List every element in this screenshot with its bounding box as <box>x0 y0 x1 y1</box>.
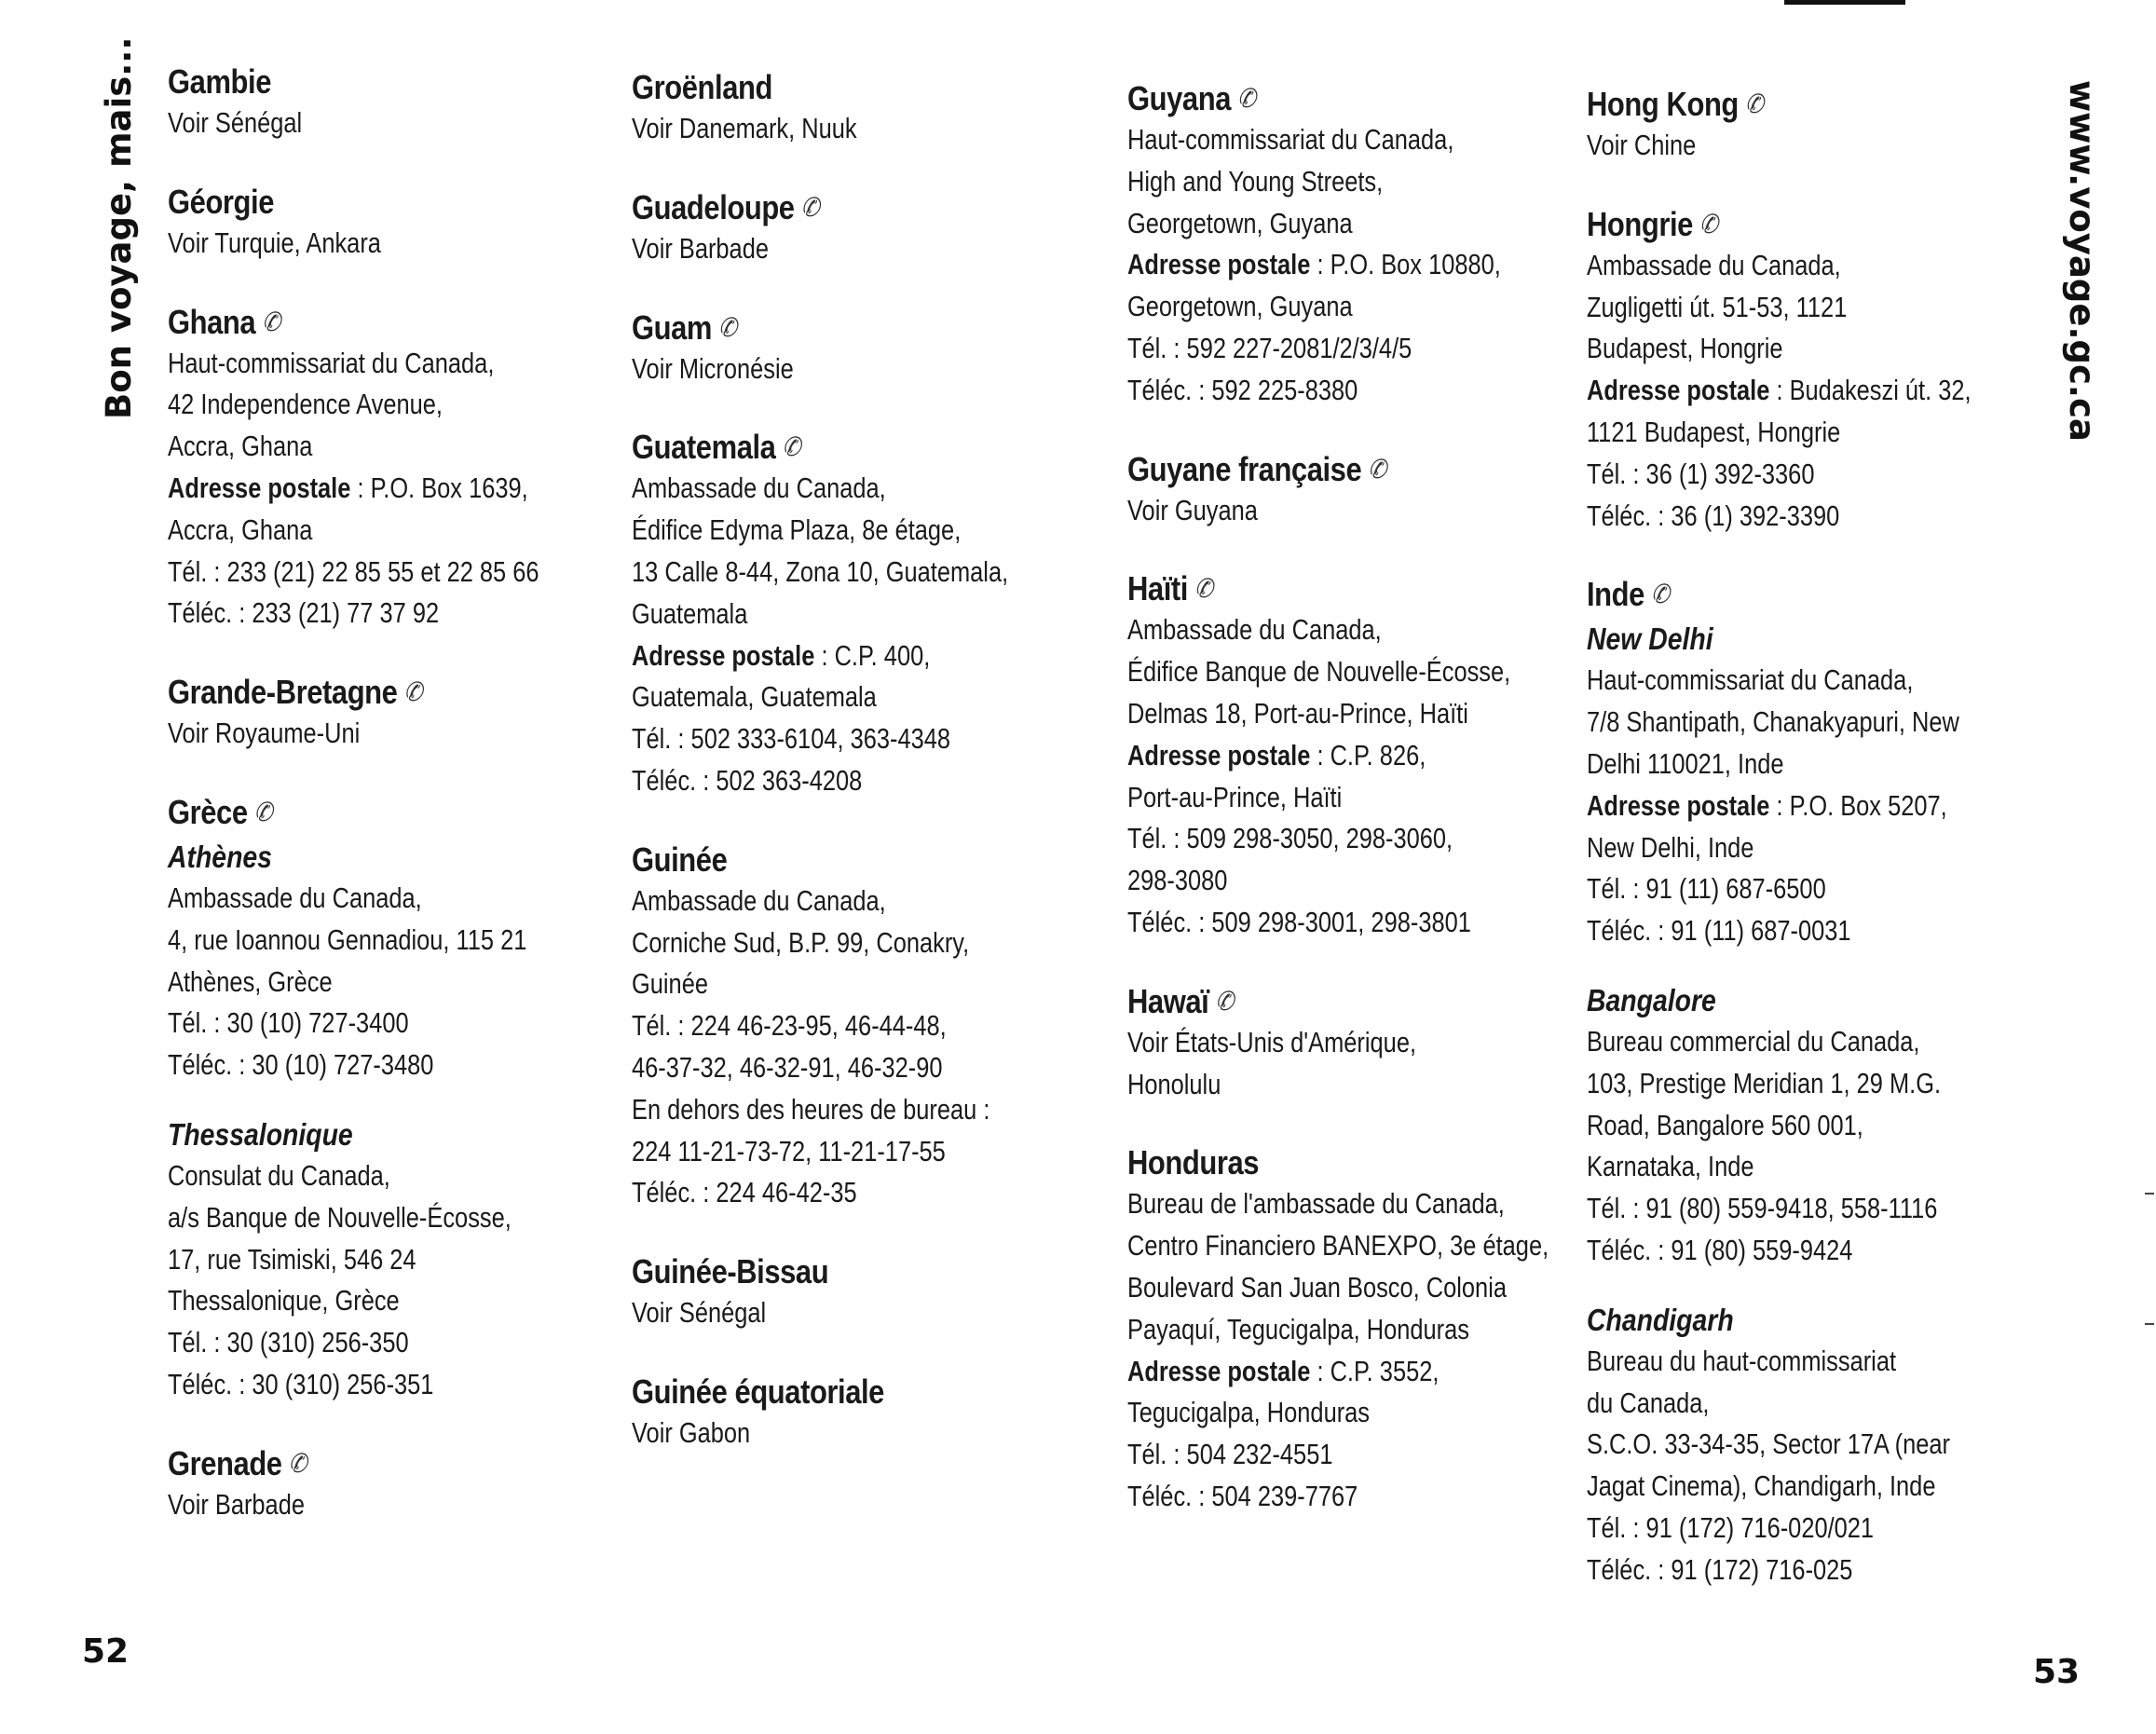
entry-line: 298-3080 <box>1127 864 1228 897</box>
entry-line: Georgetown, Guyana <box>1127 290 1353 323</box>
country-name: Grande-Bretagne <box>168 673 398 712</box>
phone-icon: ✆ <box>1215 986 1234 1016</box>
entry-line: Adresse postale : P.O. Box 1639, <box>168 471 528 504</box>
entry-line: 4, rue Ioannou Gennadiou, 115 21 <box>168 922 527 956</box>
country-entry-gambie <box>168 61 606 144</box>
country-title <box>632 187 1008 228</box>
entry-line: Téléc. : 30 (10) 727-3480 <box>168 1048 434 1082</box>
entry-line: Adresse postale : P.O. Box 10880, <box>1127 248 1501 281</box>
left-running-header-text: Bon voyage, mais... <box>99 36 139 419</box>
entry-line: Tegucigalpa, Honduras <box>1127 1396 1371 1429</box>
entry-line: Haut-commissariat du Canada, <box>1127 123 1454 156</box>
country-name: Guinée équatoriale <box>632 1372 884 1411</box>
country-entry-groenland <box>632 67 1070 150</box>
entry-line: Tél. : 30 (310) 256-350 <box>168 1326 409 1359</box>
entry-line: Tél. : 30 (10) 727-3400 <box>168 1006 409 1040</box>
entry-line: Téléc. : 91 (80) 559-9424 <box>1587 1233 1853 1266</box>
phone-icon: ✆ <box>1368 454 1386 484</box>
phone-icon: ✆ <box>1194 574 1213 604</box>
entry-line: Téléc. : 91 (172) 716-025 <box>1587 1552 1853 1586</box>
country-name: Honduras <box>1127 1143 1260 1182</box>
entry-line: Bureau du haut-commissariat <box>1587 1344 1897 1377</box>
right-running-header <box>2062 80 2102 442</box>
entry-line: Téléc. : 91 (11) 687-0031 <box>1587 914 1851 948</box>
entry-line: Road, Bangalore 560 001, <box>1587 1108 1863 1141</box>
entry-line: Tél. : 502 333-6104, 363-4348 <box>632 722 951 756</box>
country-title <box>632 307 1008 348</box>
entry-line: En dehors des heures de bureau : <box>632 1092 990 1126</box>
entry-line: Voir Royaume-Uni <box>168 717 361 750</box>
country-name: Hongrie <box>1587 204 1693 243</box>
country-name: Hawaï <box>1127 981 1209 1020</box>
entry-line: Édifice Edyma Plaza, 8e étage, <box>632 513 962 547</box>
country-entry-guinee-equatoriale <box>632 1372 1070 1454</box>
entry-line: du Canada, <box>1587 1386 1710 1419</box>
country-name: Guyane française <box>1127 449 1362 488</box>
entry-line: Tél. : 509 298-3050, 298-3060, <box>1127 822 1453 855</box>
entry-line: Ambassade du Canada, <box>1127 613 1382 647</box>
country-entry-guatemala <box>632 427 1070 801</box>
entry-line: Tél. : 91 (172) 716-020/021 <box>1587 1510 1875 1544</box>
city-section <box>168 837 606 1086</box>
country-name: Guinée <box>632 840 728 879</box>
entry-line: Tél. : 592 227-2081/2/3/4/5 <box>1127 331 1412 364</box>
country-entry-guyane-francaise <box>1127 449 1565 532</box>
entry-line: Georgetown, Guyana <box>1127 206 1353 239</box>
country-name: Guyana <box>1127 79 1231 117</box>
entry-line: Tél. : 91 (80) 559-9418, 558-1116 <box>1587 1192 1938 1225</box>
country-title <box>632 427 1008 468</box>
entry-line: Tél. : 36 (1) 392-3360 <box>1587 457 1815 490</box>
entry-line: Centro Financiero BANEXPO, 3e étage, <box>1127 1229 1549 1263</box>
entry-line: 7/8 Shantipath, Chanakyapuri, New <box>1587 705 1959 739</box>
country-title <box>1127 981 1504 1022</box>
top-rule <box>1784 0 1905 5</box>
country-entry-grande-bretagne <box>168 672 606 755</box>
entry-line: 103, Prestige Meridian 1, 29 M.G. <box>1587 1066 1942 1099</box>
entry-line: Honolulu <box>1127 1067 1221 1100</box>
entry-line: Accra, Ghana <box>168 512 313 546</box>
country-name: Gambie <box>168 62 271 101</box>
country-title <box>1127 449 1504 490</box>
entry-line: Téléc. : 30 (310) 256-351 <box>168 1367 434 1400</box>
column-1 <box>168 61 606 1563</box>
page-number-right: 53 <box>2033 1653 2081 1691</box>
entry-line: Téléc. : 224 46-42-35 <box>632 1176 857 1209</box>
entry-line: Voir Sénégal <box>168 106 303 139</box>
entry-line: S.C.O. 33-34-35, Sector 17A (near <box>1587 1427 1950 1461</box>
entry-line: Delmas 18, Port-au-Prince, Haïti <box>1127 696 1468 730</box>
entry-line: Téléc. : 504 239-7767 <box>1127 1479 1358 1512</box>
entry-line: Ambassade du Canada, <box>632 883 886 917</box>
country-title <box>1587 84 1963 125</box>
city-name: New Delhi <box>1587 621 1713 657</box>
country-title <box>1587 204 1963 245</box>
country-name: Guatemala <box>632 428 776 467</box>
column-4 <box>1587 84 2025 1629</box>
entry-line: Adresse postale : P.O. Box 5207, <box>1587 788 1947 822</box>
entry-line: High and Young Streets, <box>1127 164 1384 198</box>
entry-line: Tél. : 504 232-4551 <box>1127 1438 1333 1471</box>
phone-icon: ✆ <box>782 432 801 462</box>
country-title <box>1127 1142 1504 1183</box>
entry-line: Delhi 110021, Inde <box>1587 746 1784 780</box>
country-entry-ghana <box>168 302 606 635</box>
entry-line: Voir Turquie, Ankara <box>168 225 381 259</box>
country-name: Géorgie <box>168 182 274 221</box>
phone-icon: ✆ <box>1744 89 1764 118</box>
entry-line: Voir Sénégal <box>632 1296 767 1330</box>
entry-line: Payaquí, Tegucigalpa, Honduras <box>1127 1312 1469 1345</box>
country-name: Grèce <box>168 792 248 831</box>
country-entry-guinee <box>632 840 1070 1214</box>
entry-line: 17, rue Tsimiski, 546 24 <box>168 1242 416 1276</box>
country-name: Groënland <box>632 68 772 106</box>
entry-line: 13 Calle 8-44, Zona 10, Guatemala, <box>632 554 1009 588</box>
column-3 <box>1127 78 1565 1555</box>
entry-line: Téléc. : 509 298-3001, 298-3801 <box>1127 905 1471 938</box>
country-name: Guinée-Bissau <box>632 1252 829 1291</box>
entry-line: Téléc. : 502 363-4208 <box>632 763 863 797</box>
right-running-header-text: www.voyage.gc.ca <box>2062 80 2102 442</box>
city-name: Bangalore <box>1587 982 1716 1017</box>
entry-line: a/s Banque de Nouvelle-Écosse, <box>168 1200 512 1234</box>
city-section <box>1587 619 2025 952</box>
entry-line: Voir Barbade <box>168 1487 305 1521</box>
country-entry-guinee-bissau <box>632 1251 1070 1334</box>
phone-icon: ✆ <box>1236 84 1256 113</box>
entry-line: Bureau commercial du Canada, <box>1587 1024 1920 1058</box>
entry-line: Tél. : 224 46-23-95, 46-44-48, <box>632 1009 947 1043</box>
country-entry-hong-kong <box>1587 84 2025 167</box>
city-section <box>1587 980 2025 1272</box>
entry-line: Ambassade du Canada, <box>632 471 886 505</box>
entry-line: Accra, Ghana <box>168 430 313 463</box>
country-entry-guadeloupe <box>632 187 1070 270</box>
entry-line: Adresse postale : C.P. 3552, <box>1127 1354 1440 1387</box>
entry-line: Voir États-Unis d'Amérique, <box>1127 1025 1417 1058</box>
phone-icon: ✆ <box>253 797 273 826</box>
country-title <box>632 1251 1008 1292</box>
country-name: Haïti <box>1127 569 1188 608</box>
country-name: Hong Kong <box>1587 85 1739 123</box>
country-title <box>168 672 544 713</box>
country-entry-haiti <box>1127 568 1565 943</box>
country-name: Ghana <box>168 302 256 341</box>
phone-icon: ✆ <box>717 312 737 342</box>
country-name: Grenade <box>168 1443 282 1482</box>
country-entry-georgie <box>168 182 606 265</box>
entry-line: Karnataka, Inde <box>1587 1150 1754 1183</box>
entry-line: Téléc. : 36 (1) 392-3390 <box>1587 498 1840 532</box>
entry-line: Voir Guyana <box>1127 493 1258 526</box>
entry-line: Voir Barbade <box>632 231 769 265</box>
entry-line: Bureau de l'ambassade du Canada, <box>1127 1187 1505 1221</box>
page-number-left: 52 <box>82 1632 130 1671</box>
entry-line: 1121 Budapest, Hongrie <box>1587 415 1841 448</box>
country-entry-hawai <box>1127 981 1565 1106</box>
entry-line: Ambassade du Canada, <box>1587 248 1841 281</box>
entry-line: Voir Danemark, Nuuk <box>632 112 857 144</box>
country-title <box>1127 568 1504 609</box>
entry-line: Port-au-Prince, Haïti <box>1127 780 1343 813</box>
entry-line: Voir Gabon <box>632 1415 751 1449</box>
country-title <box>168 182 544 223</box>
country-name: Guadeloupe <box>632 187 795 226</box>
entry-line: Corniche Sud, B.P. 99, Conakry, <box>632 925 970 959</box>
city-name: Chandigarh <box>1587 1302 1734 1337</box>
country-entry-guyana <box>1127 78 1565 412</box>
country-entry-honduras <box>1127 1142 1565 1517</box>
edge-mark <box>2145 1193 2154 1195</box>
country-entry-guam <box>632 307 1070 390</box>
entry-line: Guinée <box>632 967 708 1001</box>
phone-icon: ✆ <box>1699 209 1718 239</box>
city-name: Thessalonique <box>168 1116 353 1152</box>
entry-line: Tél. : 91 (11) 687-6500 <box>1587 872 1826 906</box>
entry-line: Téléc. : 592 225-8380 <box>1127 373 1358 406</box>
country-title <box>632 1372 1008 1413</box>
country-title <box>632 67 1008 108</box>
phone-icon: ✆ <box>800 192 820 222</box>
entry-line: Édifice Banque de Nouvelle-Écosse, <box>1127 655 1511 689</box>
entry-line: Thessalonique, Grèce <box>168 1284 400 1318</box>
entry-line: Adresse postale : Budakeszi út. 32, <box>1587 374 1972 407</box>
entry-line: 224 11-21-73-72, 11-21-17-55 <box>632 1134 946 1167</box>
country-entry-hongrie <box>1587 204 2025 538</box>
city-name: Athènes <box>168 839 272 874</box>
entry-line: Jagat Cinema), Chandigarh, Inde <box>1587 1469 1936 1503</box>
country-title <box>1587 574 1963 615</box>
entry-line: Haut-commissariat du Canada, <box>1587 663 1914 697</box>
city-section <box>1587 1300 2025 1591</box>
entry-line: Voir Chine <box>1587 129 1697 161</box>
entry-line: 46-37-32, 46-32-91, 46-32-90 <box>632 1050 943 1084</box>
entry-line: Téléc. : 233 (21) 77 37 92 <box>168 596 440 630</box>
phone-icon: ✆ <box>288 1448 307 1478</box>
country-title <box>168 792 544 833</box>
country-title <box>168 302 544 343</box>
country-title <box>168 1443 544 1484</box>
entry-line: Consulat du Canada, <box>168 1158 390 1192</box>
entry-line: Boulevard San Juan Bosco, Colonia <box>1127 1270 1507 1304</box>
entry-line: Athènes, Grèce <box>168 964 333 998</box>
country-name: Inde <box>1587 575 1644 614</box>
entry-line: Tél. : 233 (21) 22 85 55 et 22 85 66 <box>168 554 539 588</box>
column-2 <box>632 67 1070 1492</box>
entry-line: Voir Micronésie <box>632 351 794 385</box>
country-title <box>168 61 544 102</box>
left-running-header <box>99 36 139 457</box>
phone-icon: ✆ <box>262 307 280 336</box>
entry-line: Guatemala <box>632 596 748 630</box>
edge-mark <box>2145 1323 2154 1325</box>
entry-line: Guatemala, Guatemala <box>632 680 877 714</box>
country-title <box>1127 78 1504 119</box>
phone-icon: ✆ <box>403 677 423 707</box>
entry-line: Zugligetti út. 51-53, 1121 <box>1587 290 1848 323</box>
entry-line: Budapest, Hongrie <box>1587 332 1783 365</box>
entry-line: 42 Independence Avenue, <box>168 388 443 421</box>
phone-icon: ✆ <box>1650 580 1670 609</box>
country-name: Guam <box>632 307 713 347</box>
country-entry-inde <box>1587 574 2025 1591</box>
city-section <box>168 1114 606 1406</box>
country-entry-grece <box>168 792 606 1406</box>
entry-line: Adresse postale : C.P. 826, <box>1127 738 1426 771</box>
entry-line: Ambassade du Canada, <box>168 881 422 914</box>
country-entry-grenade <box>168 1443 606 1526</box>
country-title <box>632 840 1008 881</box>
entry-line: Adresse postale : C.P. 400, <box>632 638 931 672</box>
entry-line: Haut-commissariat du Canada, <box>168 346 495 379</box>
entry-line: New Delhi, Inde <box>1587 830 1754 864</box>
